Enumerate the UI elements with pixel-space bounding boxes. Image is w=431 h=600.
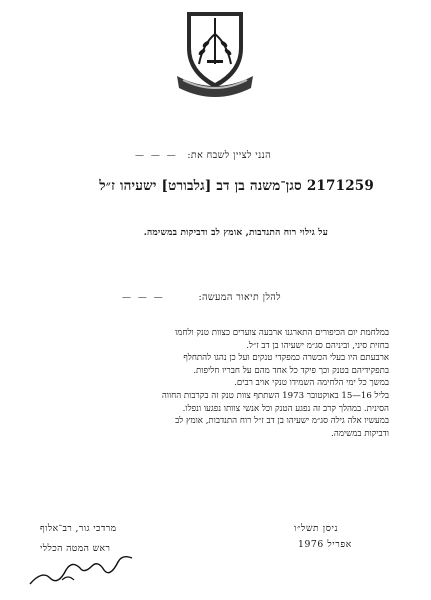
- signatory-name: מרדכי גור, רב־אלוף: [40, 523, 117, 534]
- recipient-line: 2171259 סגן־משנה בן דב [גלבורט] ישעיהו ז״ל: [99, 178, 374, 194]
- commendation-heading: הנני לציין לשבח את:: [187, 150, 271, 161]
- description-line: ארבעתם היו בעלי הכשרה כמפקדי טנקים ועל כן נהגו להתחלף: [183, 353, 389, 364]
- description-body: [39, 327, 389, 440]
- description-line: במעשיו אלה גילה סג״מ ישעיהו בן דב ז״ל רוח התנדבות, אומץ לב: [175, 416, 389, 427]
- description-line: במלחמת יום הכיפורים התארגנו ארבעה צוערים כצוות טנק ולחמו: [175, 328, 389, 338]
- description-heading: להלן תיאור המעשה:: [198, 292, 281, 303]
- idf-emblem-logo: [173, 4, 257, 98]
- description-line: במשך כל ימי הלחימה השמידו טנקי אויב רבים.: [234, 378, 389, 389]
- heading-separator: — — —: [135, 151, 178, 161]
- signatory-title: ראש המטה הכללי: [40, 543, 111, 554]
- description-line: בליל 16—15 באוקטובר 1973 השתתף צוות טנק זה בקרבות החווה: [161, 390, 389, 401]
- description-line: בתפקידיהם בטנק וכך פיקד כל אחד מהם על חבריו חליפות.: [193, 365, 389, 376]
- description-line: ודביקות במשימה.: [331, 428, 389, 439]
- gregorian-date: אפריל 1976: [298, 539, 352, 550]
- description-separator: — — —: [122, 293, 165, 303]
- commendation-reason: על גילוי רוח התנדבות, אומץ לב ודביקות במשימה.: [143, 228, 328, 238]
- description-line: בחזית סיני, וביניהם סג״מ ישעיהו בן דב ז״ל.: [246, 340, 389, 351]
- description-line: הסינית. במהלך קרב זה נפגע הטנק וכל אנשי צוותו נפגעו ונפלו.: [182, 403, 389, 414]
- handwritten-signature: [22, 540, 172, 590]
- hebrew-date: ניסן תשל״ו: [294, 523, 339, 534]
